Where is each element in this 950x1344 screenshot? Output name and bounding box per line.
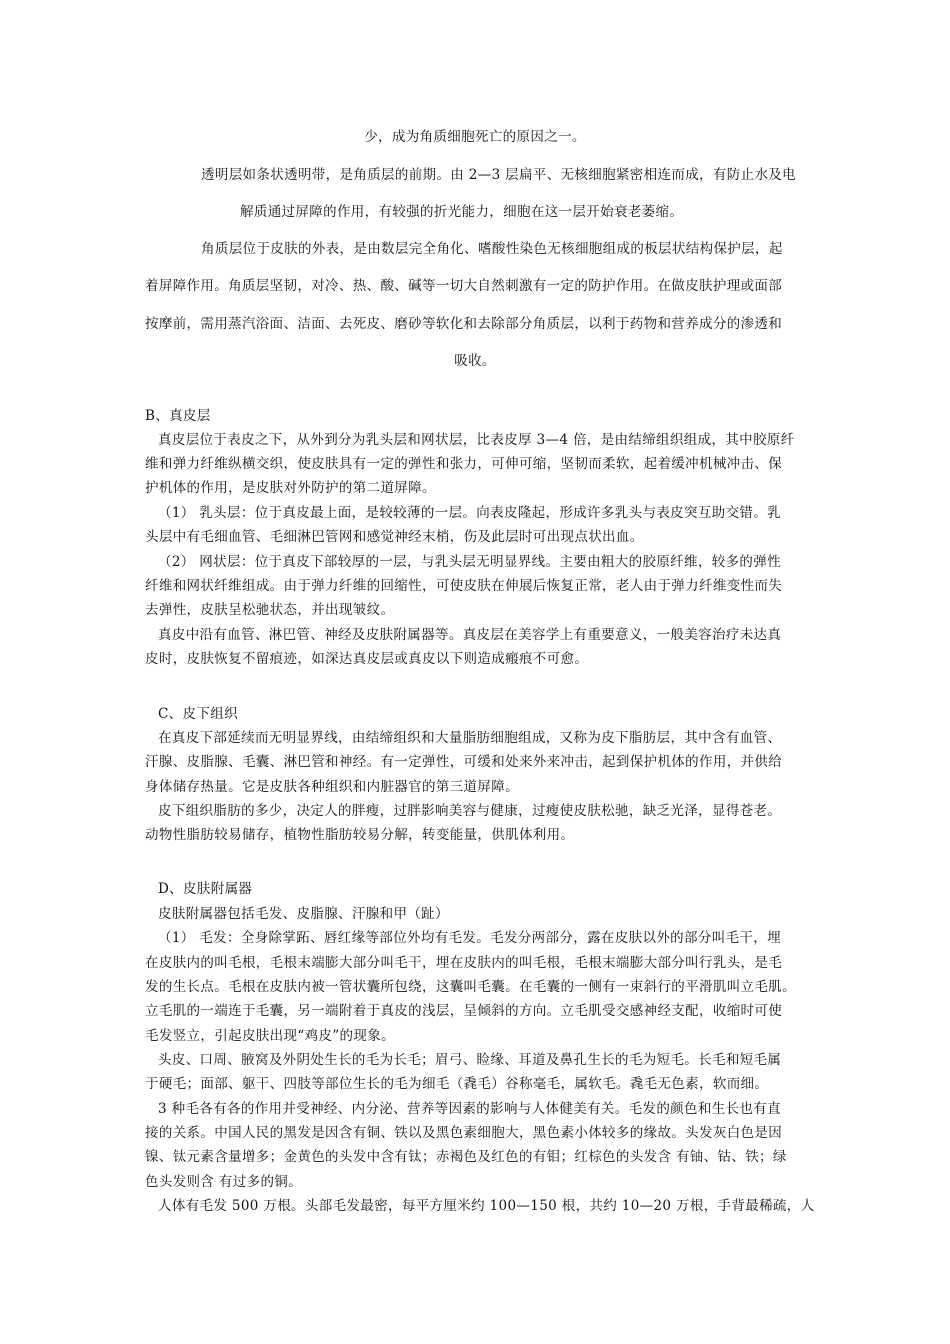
- section-d-line: 人体有毛发 500 万根。头部毛发最密，每平方厘米约 100—150 根，共约 10—20 万根，手背最稀疏，人: [158, 1198, 815, 1214]
- horny-layer-line-4: 吸收。: [454, 353, 496, 369]
- section-d-line: 在皮肤内的叫毛根，毛根末端膨大部分叫毛干，埋在皮肤内的叫毛根，毛根末端膨大部分叫行乳头，是毛: [145, 955, 783, 971]
- intro-line-1: 少，成为角质细胞死亡的原因之一。: [364, 129, 586, 145]
- section-b-line: 真皮层位于表皮之下，从外到分为乳头层和网状层，比表皮厚 3—4 倍，是由结缔组织组成，其中胶原纤: [158, 432, 795, 448]
- section-d-heading: D、皮肤附属器: [158, 881, 253, 897]
- section-d-line: 色头发则含 有过多的铜。: [145, 1174, 302, 1190]
- clear-layer-line-2: 解质通过屏障的作用，有较强的折光能力，细胞在这一层开始衰老萎缩。: [240, 204, 684, 220]
- section-d-line: 于硬毛；面部、躯干、四肢等部位生长的毛为细毛（毳毛）谷称毫毛，属软毛。毳毛无色素，软而细。: [145, 1076, 769, 1092]
- section-c-line: 汗腺、皮脂腺、毛囊、淋巴管和神经。有一定弹性，可缓和处来外来冲击，起到保护机体的作用，并供给: [145, 754, 783, 770]
- section-b-line: 头层中有毛细血管、毛细淋巴管网和感觉神经末梢，伤及此层时可出现点状出血。: [145, 529, 644, 545]
- section-b-line: 去弹性，皮肤呈松驰状态，并出现皱纹。: [145, 602, 395, 618]
- section-d-line: 立毛肌的一端连于毛囊，另一端附着于真皮的浅层，呈倾斜的方向。立毛肌受交感神经支配，收缩时可使: [145, 1003, 783, 1019]
- section-b-line: 护机体的作用，是皮肤对外防护的第二道屏障。: [145, 480, 436, 496]
- section-b-line: 皮时，皮肤恢复不留痕迹，如深达真皮层或真皮以下则造成瘢痕不可愈。: [145, 651, 589, 667]
- section-c-line: 皮下组织脂肪的多少，决定人的胖瘦，过胖影响美容与健康，过瘦使皮肤松驰，缺乏光泽，显得苍老。: [158, 803, 782, 819]
- section-d-line: （1） 毛发：全身除掌跖、唇红缘等部位外均有毛发。毛发分两部分，露在皮肤以外的部分叫毛干，埋: [158, 930, 781, 946]
- section-d-line: 头皮、口周、腋窝及外阴处生长的毛为长毛；眉弓、睑缘、耳道及鼻孔生长的毛为短毛。长毛和短毛属: [158, 1052, 782, 1068]
- section-c-line: 身体储存热量。它是皮肤各种组织和内脏器官的第三道屏障。: [145, 779, 519, 795]
- section-d-line: 皮肤附属器包括毛发、皮脂腺、汗腺和甲（趾）: [158, 906, 449, 922]
- section-c-line: 在真皮下部延续而无明显界线，由结缔组织和大量脂肪细胞组成，又称为皮下脂肪层，其中含有血管、: [158, 730, 782, 746]
- section-d-line: 3 种毛各有各的作用并受神经、内分泌、营养等因素的影响与人体健美有关。毛发的颜色和生长也有直: [158, 1101, 781, 1117]
- section-b-line: （1） 乳头层：位于真皮最上面，是较较薄的一层。向表皮隆起，形成许多乳头与表皮突互助交错。乳: [158, 505, 781, 521]
- section-c-line: 动物性脂肪较易储存，植物性脂肪较易分解，转变能量，供肌体利用。: [145, 827, 575, 843]
- section-d-line: 镍、钛元素含量增多；金黄色的头发中含有钛；赤褐色及红色的有钼；红棕色的头发含 有铀、钴、铁；绿: [145, 1149, 787, 1165]
- section-b-line: 纤维和网状纤维组成。由于弹力纤维的回缩性，可使皮肤在伸展后恢复正常，老人由于弹力纤维变性而失: [145, 578, 783, 594]
- section-b-line: （2） 网状层：位于真皮下部较厚的一层，与乳头层无明显界线。主要由粗大的胶原纤维，较多的弹性: [158, 554, 781, 570]
- section-b-line: 真皮中沿有血管、淋巴管、神经及皮肤附属器等。真皮层在美容学上有重要意义，一般美容治疗未达真: [158, 627, 782, 643]
- section-d-line: 接的关系。中国人民的黑发是因含有铜、铁以及黑色素细胞大，黑色素小体较多的缘故。头发灰白色是因: [145, 1125, 783, 1141]
- horny-layer-line-3: 按摩前，需用蒸汽浴面、洁面、去死皮、磨砂等软化和去除部分角质层，以利于药物和营养成分的渗透和: [145, 316, 783, 332]
- horny-layer-line-1: 角质层位于皮肤的外表，是由数层完全角化、嗜酸性染色无核细胞组成的板层状结构保护层，起: [201, 241, 783, 257]
- clear-layer-line-1: 透明层如条状透明带，是角质层的前期。由 2—3 层扁平、无核细胞紧密相连而成，有防止水及电: [201, 167, 797, 183]
- horny-layer-line-2: 着屏障作用。角质层坚韧，对冷、热、酸、碱等一切大自然刺激有一定的防护作用。在做皮肤护理或面部: [145, 278, 783, 294]
- section-b-heading: B、真皮层: [145, 408, 211, 424]
- section-c-heading: C、皮下组织: [158, 706, 238, 722]
- section-d-line: 毛发竖立，引起皮肤出现“鸡皮”的现象。: [145, 1028, 395, 1044]
- section-d-line: 发的生长点。毛根在皮肤内被一管状囊所包绕，这囊叫毛囊。在毛囊的一侧有一束斜行的平滑肌叫立毛肌。: [145, 979, 796, 995]
- section-b-line: 维和弹力纤维纵横交织，使皮肤具有一定的弹性和张力，可伸可缩，坚韧而柔软，起着缓冲机械冲击、保: [145, 456, 783, 472]
